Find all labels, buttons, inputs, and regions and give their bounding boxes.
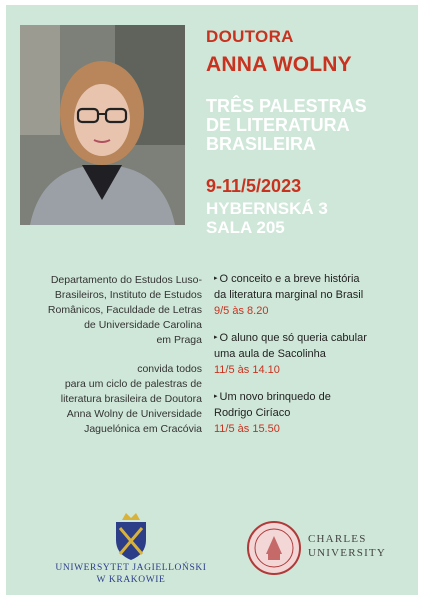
venue-line: HYBERNSKÁ 3	[206, 199, 328, 218]
organizer-text	[20, 273, 202, 437]
department-line: Românicos, Faculdade de Letras	[47, 304, 202, 316]
talk-title: uma aula de Sacolinha	[214, 348, 326, 360]
talk-time: 11/5 às 15.50	[214, 423, 280, 435]
department-line: de Universidade Carolina	[84, 319, 202, 331]
speaker-photo	[20, 25, 185, 225]
talk-title: O aluno que só queria cabular	[219, 332, 367, 344]
talk-time: 11/5 às 14.10	[214, 364, 280, 376]
talk-title: O conceito e a breve história	[219, 273, 360, 285]
venue-line: SALA 205	[206, 218, 285, 237]
department-line: em Praga	[156, 334, 202, 346]
seal-icon	[246, 520, 302, 576]
title-block	[206, 27, 416, 237]
bullet-icon: ▸	[214, 275, 218, 282]
department-line: Departamento do Estudos Luso-	[50, 274, 202, 286]
charles-university-logo	[246, 520, 411, 576]
invite-line: Jaguelónica em Cracóvia	[84, 423, 202, 435]
uj-name-line: UNIWERSYTET JAGIELLOŃSKI	[55, 563, 207, 573]
talk-time: 9/5 às 8.20	[214, 305, 269, 317]
event-dates: 9-11/5/2023	[206, 176, 302, 196]
talk-title: da literatura marginal no Brasil	[214, 289, 364, 301]
subtitle-line: TRÊS PALESTRAS	[206, 96, 367, 116]
invite-line: Anna Wolny de Universidade	[66, 408, 202, 420]
event-subtitle	[206, 97, 416, 154]
poster	[6, 5, 418, 595]
subtitle-line: BRASILEIRA	[206, 134, 317, 154]
event-venue	[206, 199, 416, 237]
department-line: Brasileiros, Instituto de Estudos	[54, 289, 202, 301]
talk-title: Rodrigo Ciríaco	[214, 407, 291, 419]
bullet-icon: ▸	[214, 334, 218, 341]
cu-name-line: UNIVERSITY	[308, 547, 386, 559]
subtitle-line: DE LITERATURA	[206, 115, 350, 135]
speaker-name: ANNA WOLNY	[206, 53, 352, 76]
invite-line: convida todos	[137, 363, 202, 375]
talk-list	[214, 271, 414, 448]
bullet-icon: ▸	[214, 393, 218, 400]
jagiellonian-university-logo	[46, 510, 216, 592]
talk-item	[214, 271, 414, 319]
uj-name-line: W KRAKOWIE	[96, 575, 166, 585]
talk-title: Um novo brinquedo de	[219, 391, 331, 403]
cu-name-line: CHARLES	[308, 533, 367, 545]
talk-item	[214, 330, 414, 378]
invite-line: literatura brasileira de Doutora	[60, 393, 202, 405]
talk-item	[214, 389, 414, 437]
invite-line: para um ciclo de palestras de	[64, 378, 202, 390]
title-prefix: DOUTORA	[206, 27, 294, 46]
crest-icon	[46, 510, 216, 562]
